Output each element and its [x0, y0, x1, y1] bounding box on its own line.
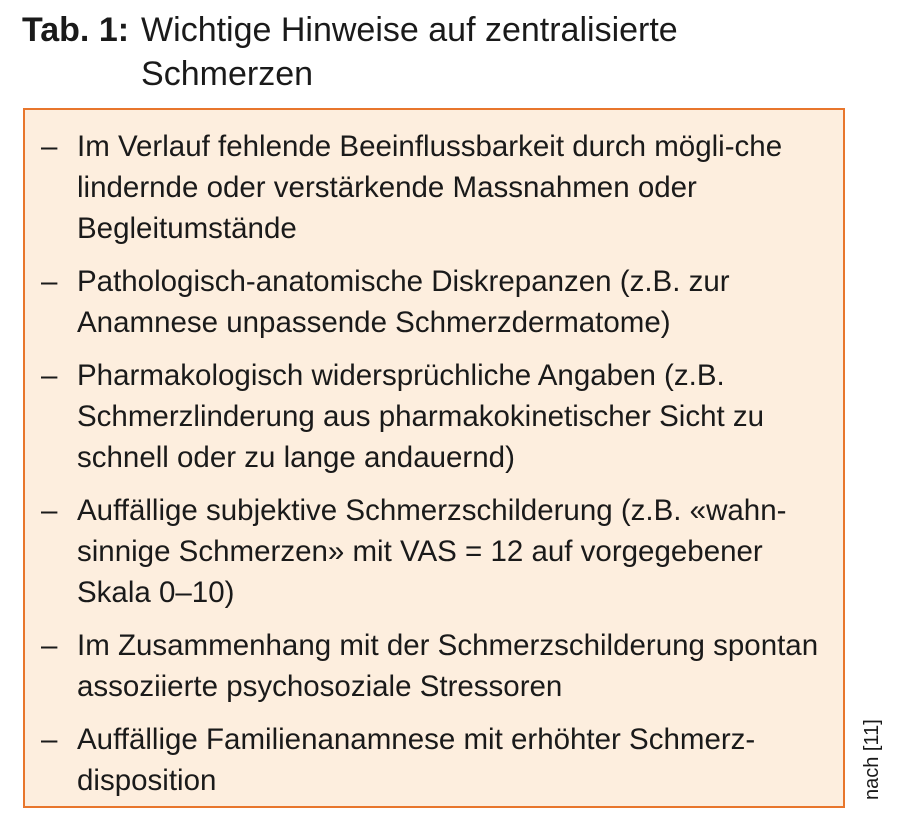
dash-bullet: – — [41, 359, 58, 392]
list-item-text: Im Zusammenhang mit der Schmerzschilderung spontan assoziierte psychosoziale Stressoren — [77, 629, 819, 703]
list-item — [41, 625, 825, 707]
list-item — [41, 719, 825, 801]
hints-box — [23, 108, 845, 808]
source-reference: nach [11] — [861, 719, 883, 800]
list-item-text: Auffällige Familienanamnese mit erhöhter Schmerz-disposition — [77, 723, 756, 797]
list-item — [41, 261, 825, 343]
dash-bullet: – — [41, 723, 58, 756]
hints-list — [25, 110, 843, 801]
list-item-text: Pharmakologisch widersprüchliche Angaben (z.B. Schmerzlinderung aus pharmakokinetischer Sicht zu schnell oder zu lange andauernd) — [77, 359, 765, 474]
dash-bullet: – — [41, 130, 58, 163]
table-caption — [22, 8, 781, 96]
list-item — [41, 126, 825, 249]
list-item — [41, 490, 825, 613]
list-item-text: Pathologisch-anatomische Diskrepanzen (z.B. zur Anamnese unpassende Schmerzdermatome) — [77, 265, 730, 339]
list-item-text: Auffällige subjektive Schmerzschilderung (z.B. «wahn-sinnige Schmerzen» mit VAS = 12 auf vorgegebener Skala 0–10) — [77, 494, 787, 609]
dash-bullet: – — [41, 265, 58, 298]
dash-bullet: – — [41, 494, 58, 527]
table-title: Wichtige Hinweise auf zentralisierte Schmerzen — [141, 11, 678, 93]
list-item — [41, 355, 825, 478]
dash-bullet: – — [41, 629, 58, 662]
list-item-text: Im Verlauf fehlende Beeinflussbarkeit durch mögli-che lindernde oder verstärkende Massnahmen oder Begleitumstände — [77, 130, 783, 245]
table-number: Tab. 1: — [22, 11, 130, 49]
